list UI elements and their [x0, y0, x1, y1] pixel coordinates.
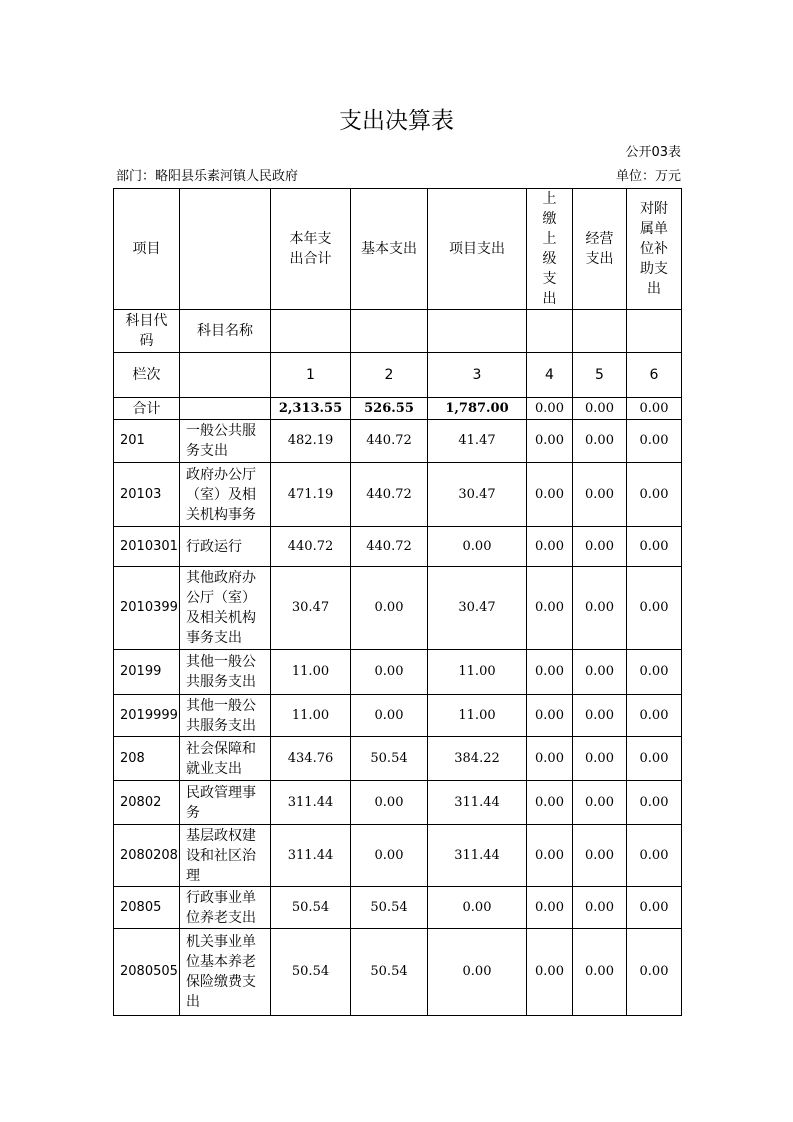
amount-cell: 311.44	[271, 781, 351, 825]
amount-cell: 11.00	[428, 650, 527, 695]
amount-cell: 0.00	[627, 527, 682, 567]
col-number: 3	[428, 353, 527, 398]
amount-cell: 0.00	[627, 887, 682, 929]
amount-cell: 0.00	[573, 420, 627, 463]
amount-cell: 30.47	[428, 567, 527, 650]
amount-cell: 440.72	[351, 527, 428, 567]
amount-cell: 30.47	[271, 567, 351, 650]
total-value: 0.00	[627, 398, 682, 420]
amount-cell: 11.00	[271, 695, 351, 737]
subject-name: 其他一般公共服务支出	[180, 695, 271, 737]
header-item: 项目	[114, 189, 180, 310]
amount-cell: 0.00	[428, 887, 527, 929]
amount-cell: 0.00	[527, 527, 573, 567]
subject-name: 一般公共服务支出	[180, 420, 271, 463]
page-title: 支出决算表	[339, 108, 454, 134]
amount-cell: 0.00	[527, 650, 573, 695]
subject-name: 行政事业单位养老支出	[180, 887, 271, 929]
subject-name: 其他政府办公厅（室）及相关机构事务支出	[180, 567, 271, 650]
amount-cell: 482.19	[271, 420, 351, 463]
amount-cell: 0.00	[428, 527, 527, 567]
amount-cell: 0.00	[527, 737, 573, 781]
amount-cell: 50.54	[351, 737, 428, 781]
header-col4: 上缴上级支出	[527, 189, 573, 310]
amount-cell: 0.00	[627, 929, 682, 1016]
total-value: 2,313.55	[271, 398, 351, 420]
total-value: 1,787.00	[428, 398, 527, 420]
col-number: 5	[573, 353, 627, 398]
amount-cell: 0.00	[573, 527, 627, 567]
amount-cell: 0.00	[527, 781, 573, 825]
amount-cell: 384.22	[428, 737, 527, 781]
expenditure-table	[113, 188, 682, 1016]
amount-cell: 50.54	[271, 929, 351, 1016]
subject-code: 2019999	[114, 695, 180, 737]
table-row	[114, 527, 682, 567]
total-value: 0.00	[573, 398, 627, 420]
amount-cell: 311.44	[271, 825, 351, 887]
subject-code: 2010301	[114, 527, 180, 567]
amount-cell: 0.00	[627, 463, 682, 527]
col-number: 2	[351, 353, 428, 398]
amount-cell: 311.44	[428, 825, 527, 887]
table-number: 公开03表	[625, 145, 681, 160]
amount-cell: 0.00	[573, 737, 627, 781]
amount-cell: 0.00	[527, 463, 573, 527]
amount-cell: 0.00	[527, 929, 573, 1016]
table-row	[114, 420, 682, 463]
table-row	[114, 737, 682, 781]
subject-name: 社会保障和就业支出	[180, 737, 271, 781]
department-label: 部门：略阳县乐素河镇人民政府	[116, 169, 299, 184]
subject-name: 行政运行	[180, 527, 271, 567]
table-row	[114, 887, 682, 929]
table-row	[114, 695, 682, 737]
amount-cell: 50.54	[351, 929, 428, 1016]
subject-code: 20802	[114, 781, 180, 825]
amount-cell: 0.00	[573, 887, 627, 929]
subject-name: 其他一般公共服务支出	[180, 650, 271, 695]
subject-code: 2080208	[114, 825, 180, 887]
amount-cell: 440.72	[351, 463, 428, 527]
amount-cell: 0.00	[351, 650, 428, 695]
subject-code: 208	[114, 737, 180, 781]
lanci-label: 栏次	[114, 353, 180, 398]
column-number-row	[114, 353, 682, 398]
subject-name: 基层政权建设和社区治理	[180, 825, 271, 887]
subject-code: 20805	[114, 887, 180, 929]
amount-cell: 0.00	[527, 420, 573, 463]
header-name: 科目名称	[180, 310, 271, 353]
amount-cell: 0.00	[573, 695, 627, 737]
amount-cell: 0.00	[573, 567, 627, 650]
amount-cell: 0.00	[351, 567, 428, 650]
amount-cell: 0.00	[627, 695, 682, 737]
amount-cell: 0.00	[527, 567, 573, 650]
col-number: 6	[627, 353, 682, 398]
amount-cell: 0.00	[573, 650, 627, 695]
amount-cell: 471.19	[271, 463, 351, 527]
table-row	[114, 463, 682, 527]
amount-cell: 0.00	[627, 567, 682, 650]
amount-cell: 0.00	[573, 825, 627, 887]
amount-cell: 0.00	[527, 887, 573, 929]
subject-code: 20199	[114, 650, 180, 695]
amount-cell: 0.00	[573, 463, 627, 527]
amount-cell: 0.00	[627, 781, 682, 825]
table-row	[114, 567, 682, 650]
table-row	[114, 825, 682, 887]
amount-cell: 41.47	[428, 420, 527, 463]
total-label: 合计	[114, 398, 180, 420]
amount-cell: 0.00	[627, 650, 682, 695]
total-value: 526.55	[351, 398, 428, 420]
header-row	[114, 189, 682, 310]
subject-code: 2080505	[114, 929, 180, 1016]
amount-cell: 0.00	[627, 737, 682, 781]
amount-cell: 440.72	[351, 420, 428, 463]
header-col2: 基本支出	[351, 189, 428, 310]
subject-code: 20103	[114, 463, 180, 527]
header-col5: 经营支出	[573, 189, 627, 310]
header-col1: 本年支出合计	[271, 189, 351, 310]
col-number: 4	[527, 353, 573, 398]
amount-cell: 440.72	[271, 527, 351, 567]
header-code: 科目代码	[114, 310, 180, 353]
amount-cell: 11.00	[271, 650, 351, 695]
amount-cell: 0.00	[573, 781, 627, 825]
amount-cell: 434.76	[271, 737, 351, 781]
amount-cell: 0.00	[573, 929, 627, 1016]
amount-cell: 11.00	[428, 695, 527, 737]
amount-cell: 0.00	[428, 929, 527, 1016]
amount-cell: 0.00	[527, 825, 573, 887]
table-row	[114, 650, 682, 695]
subject-name: 民政管理事务	[180, 781, 271, 825]
table-row	[114, 781, 682, 825]
table-row	[114, 929, 682, 1016]
amount-cell: 311.44	[428, 781, 527, 825]
col-number: 1	[271, 353, 351, 398]
subject-name: 机关事业单位基本养老保险缴费支出	[180, 929, 271, 1016]
subject-name: 政府办公厅（室）及相关机构事务	[180, 463, 271, 527]
amount-cell: 0.00	[351, 695, 428, 737]
subheader-row	[114, 310, 682, 353]
subject-code: 2010399	[114, 567, 180, 650]
unit-label: 单位：万元	[615, 169, 681, 184]
amount-cell: 0.00	[351, 781, 428, 825]
total-value: 0.00	[527, 398, 573, 420]
header-col6: 对附属单位补助支出	[627, 189, 682, 310]
amount-cell: 50.54	[351, 887, 428, 929]
total-row	[114, 398, 682, 420]
header-blank	[180, 189, 271, 310]
header-col3: 项目支出	[428, 189, 527, 310]
amount-cell: 0.00	[351, 825, 428, 887]
amount-cell: 50.54	[271, 887, 351, 929]
subject-code: 201	[114, 420, 180, 463]
amount-cell: 0.00	[627, 825, 682, 887]
amount-cell: 30.47	[428, 463, 527, 527]
amount-cell: 0.00	[527, 695, 573, 737]
amount-cell: 0.00	[627, 420, 682, 463]
